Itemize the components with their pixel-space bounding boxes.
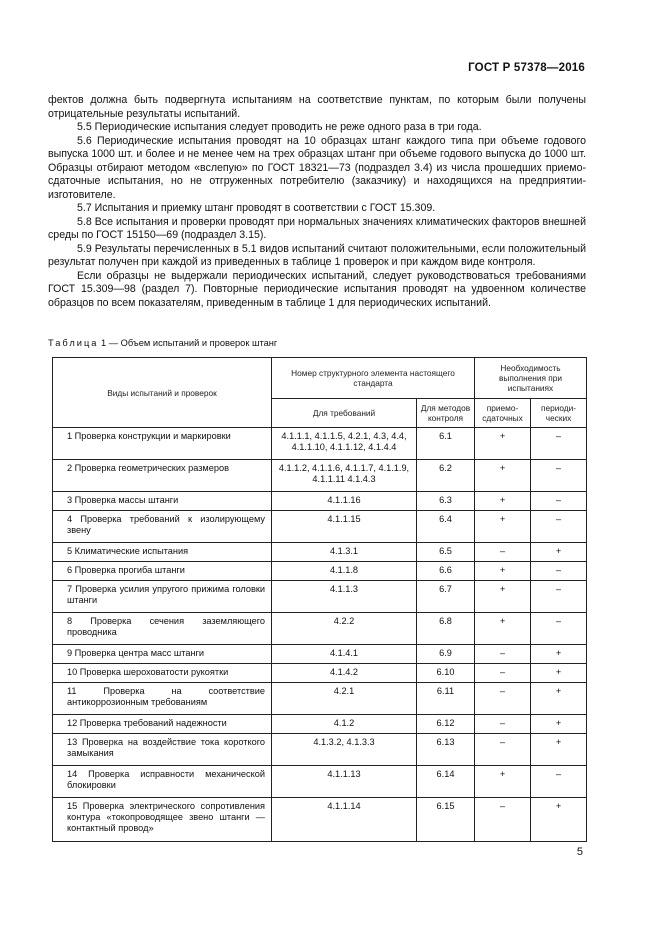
cell-req: 4.1.3.2, 4.1.3.3: [272, 734, 417, 766]
header-periodic: периоди-ческих: [531, 399, 587, 428]
table-row: [53, 511, 587, 543]
cell-name: 11 Проверка на соответствие антикоррозионным требованиям: [53, 683, 272, 715]
cell-per: +: [531, 683, 587, 715]
cell-req: 4.1.1.8: [272, 562, 417, 581]
cell-met: 6.13: [417, 734, 475, 766]
cell-name: 12 Проверка требований надежности: [53, 715, 272, 734]
document-code: ГОСТ Р 57378—2016: [468, 62, 585, 74]
table-caption-text: 1 — Объем испытаний и проверок штанг: [98, 338, 278, 348]
cell-acc: –: [475, 715, 531, 734]
cell-acc: +: [475, 581, 531, 613]
cell-name: 1 Проверка конструкции и маркировки: [53, 428, 272, 460]
cell-acc: +: [475, 460, 531, 492]
cell-met: 6.10: [417, 664, 475, 683]
cell-acc: –: [475, 798, 531, 842]
cell-per: –: [531, 511, 587, 543]
cell-name: 14 Проверка исправности механической блокировки: [53, 766, 272, 798]
header-for-requirements: Для требований: [272, 399, 417, 428]
cell-per: –: [531, 428, 587, 460]
cell-acc: +: [475, 428, 531, 460]
cell-acc: –: [475, 664, 531, 683]
cell-met: 6.6: [417, 562, 475, 581]
cell-per: +: [531, 715, 587, 734]
table-row: [53, 798, 587, 842]
paragraph: Если образцы не выдержали периодических испытаний, следует руководствоваться требованиями ГОСТ 15.309—98 (раздел 7). Повторные периодические испытания проводят на удвоенном количестве образцов по всем показателям, приведенным в таблице 1 для периодических испытаний.: [48, 269, 586, 309]
cell-per: –: [531, 460, 587, 492]
header-acceptance: приемо-сдаточных: [475, 399, 531, 428]
cell-name: 5 Климатические испытания: [53, 543, 272, 562]
table-row: [53, 613, 587, 645]
cell-met: 6.2: [417, 460, 475, 492]
header-element-number: Номер структурного элемента настоящего стандарта: [272, 358, 475, 399]
cell-acc: +: [475, 613, 531, 645]
cell-name: 15 Проверка электрического сопротивления контура «токопроводящее звено штанги — контактный провод»: [53, 798, 272, 842]
cell-req: 4.1.1.3: [272, 581, 417, 613]
table-row: [53, 645, 587, 664]
cell-name: 6 Проверка прогиба штанги: [53, 562, 272, 581]
cell-per: –: [531, 562, 587, 581]
cell-acc: +: [475, 766, 531, 798]
cell-per: –: [531, 766, 587, 798]
table-row: [53, 766, 587, 798]
cell-met: 6.15: [417, 798, 475, 842]
cell-per: +: [531, 543, 587, 562]
cell-req: 4.1.1.1, 4.1.1.5, 4.2.1, 4.3, 4.4, 4.1.1.10, 4.1.1.12, 4.1.4.4: [272, 428, 417, 460]
cell-per: –: [531, 613, 587, 645]
cell-name: 9 Проверка центра масс штанги: [53, 645, 272, 664]
cell-per: +: [531, 664, 587, 683]
table-row: [53, 734, 587, 766]
table-row: [53, 715, 587, 734]
cell-acc: +: [475, 492, 531, 511]
cell-req: 4.2.2: [272, 613, 417, 645]
header-kinds: Виды испытаний и проверок: [53, 358, 272, 428]
cell-req: 4.1.3.1: [272, 543, 417, 562]
cell-acc: –: [475, 543, 531, 562]
cell-name: 3 Проверка массы штанги: [53, 492, 272, 511]
paragraph: 5.7 Испытания и приемку штанг проводят в соответствии с ГОСТ 15.309.: [77, 202, 436, 214]
table-row: [53, 543, 587, 562]
cell-req: 4.1.4.1: [272, 645, 417, 664]
cell-acc: –: [475, 645, 531, 664]
table-caption: [48, 338, 277, 348]
header-for-methods: Для методов контроля: [417, 399, 475, 428]
table-row: [53, 428, 587, 460]
paragraph: 5.6 Периодические испытания проводят на 10 образцах штанг каждого типа при объеме годового выпуска 1000 шт. и более и не менее чем на трех образцах штанг при объеме годового выпуска до 1000 шт. Образцы отбирают методом «вслепую» по ГОСТ 18321—73 (подраздел 3.4) из числа прошедших приемо-сдаточные испытания, но не отгруженных потребителю (заказчику) и находящихся на предприятии-изготовителе.: [48, 134, 586, 201]
cell-name: 8 Проверка сечения заземляющего проводника: [53, 613, 272, 645]
cell-per: +: [531, 734, 587, 766]
table-row: [53, 562, 587, 581]
cell-per: +: [531, 798, 587, 842]
table-row: [53, 581, 587, 613]
cell-req: 4.1.1.15: [272, 511, 417, 543]
cell-met: 6.1: [417, 428, 475, 460]
body-text: [48, 94, 586, 310]
paragraph: фектов должна быть подвергнута испытаниям на соответствие пунктам, по которым были получены отрицательные результаты испытаний.: [48, 94, 586, 120]
cell-per: –: [531, 492, 587, 511]
cell-met: 6.9: [417, 645, 475, 664]
cell-met: 6.3: [417, 492, 475, 511]
cell-met: 6.11: [417, 683, 475, 715]
cell-req: 4.1.2: [272, 715, 417, 734]
cell-met: 6.5: [417, 543, 475, 562]
cell-name: 10 Проверка шероховатости рукоятки: [53, 664, 272, 683]
cell-name: 2 Проверка геометрических размеров: [53, 460, 272, 492]
cell-met: 6.4: [417, 511, 475, 543]
header-necessity: Необходимость выполнения при испытаниях: [475, 358, 587, 399]
tests-table: [52, 357, 587, 842]
cell-req: 4.1.1.2, 4.1.1.6, 4.1.1.7, 4.1.1.9, 4.1.1.11 4.1.4.3: [272, 460, 417, 492]
cell-met: 6.12: [417, 715, 475, 734]
cell-req: 4.1.1.13: [272, 766, 417, 798]
cell-acc: +: [475, 511, 531, 543]
table-row: [53, 492, 587, 511]
cell-name: 4 Проверка требований к изолирующему звену: [53, 511, 272, 543]
table-row: [53, 460, 587, 492]
cell-acc: –: [475, 734, 531, 766]
table-body: [53, 428, 587, 842]
paragraph: 5.8 Все испытания и проверки проводят при нормальных значениях климатических факторов внешней среды по ГОСТ 15150—69 (подраздел 3.15).: [48, 215, 586, 241]
cell-req: 4.1.1.16: [272, 492, 417, 511]
cell-req: 4.2.1: [272, 683, 417, 715]
cell-met: 6.14: [417, 766, 475, 798]
cell-met: 6.7: [417, 581, 475, 613]
cell-acc: –: [475, 683, 531, 715]
cell-per: –: [531, 581, 587, 613]
cell-name: 13 Проверка на воздействие тока короткого замыкания: [53, 734, 272, 766]
page-number: 5: [576, 846, 583, 858]
cell-acc: +: [475, 562, 531, 581]
paragraph: 5.9 Результаты перечисленных в 5.1 видов испытаний считают положительными, если положительный результат получен при каждой из приведенных в таблице 1 проверок и при каждом виде контроля.: [48, 242, 586, 268]
cell-per: +: [531, 645, 587, 664]
table-row: [53, 664, 587, 683]
table-caption-label: Таблица: [48, 338, 99, 348]
table-row: [53, 683, 587, 715]
cell-met: 6.8: [417, 613, 475, 645]
cell-req: 4.1.1.14: [272, 798, 417, 842]
paragraph: 5.5 Периодические испытания следует проводить не реже одного раза в три года.: [77, 121, 482, 133]
cell-req: 4.1.4.2: [272, 664, 417, 683]
cell-name: 7 Проверка усилия упругого прижима головки штанги: [53, 581, 272, 613]
